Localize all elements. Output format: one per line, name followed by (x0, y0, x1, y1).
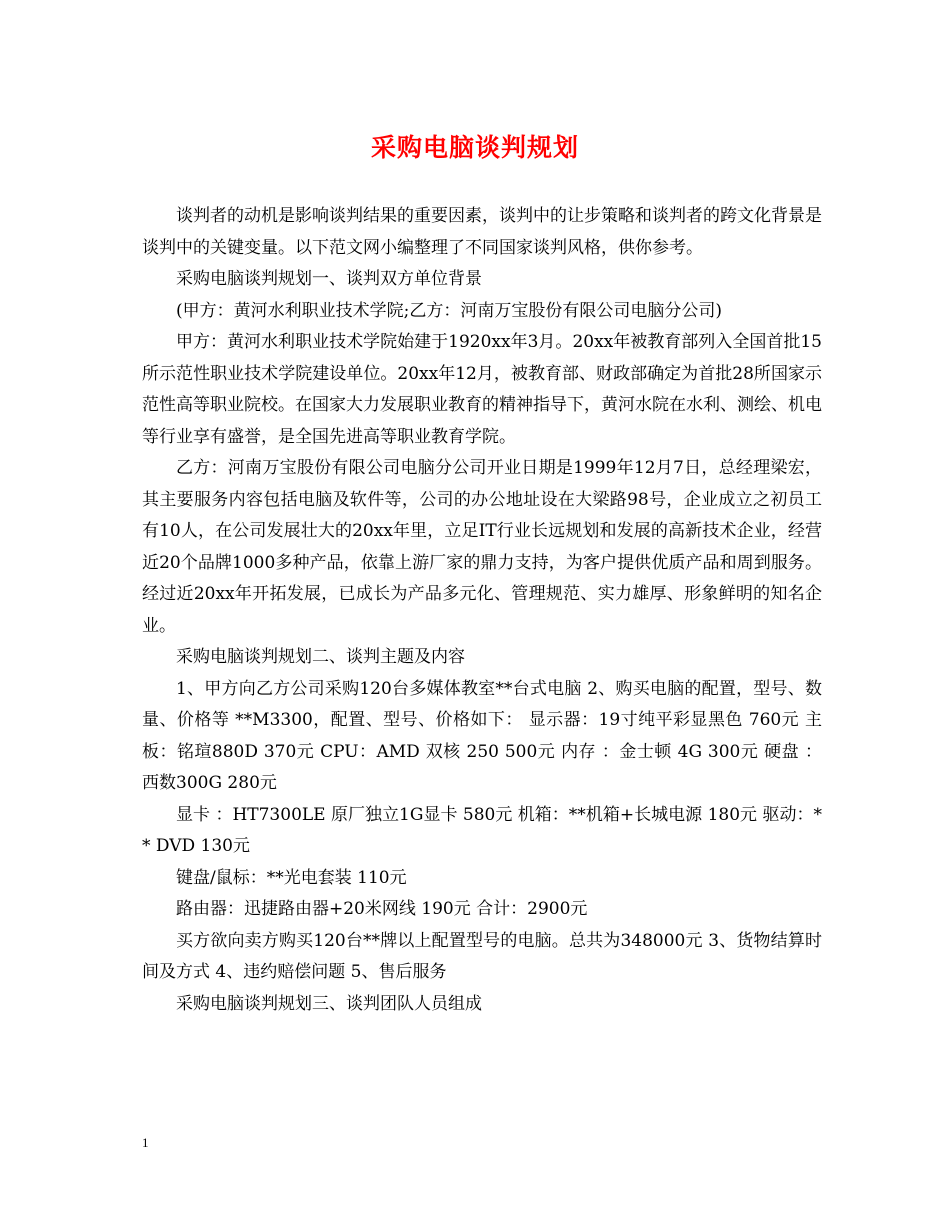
paragraph-party-b: 乙方：河南万宝股份有限公司电脑分公司开业日期是1999年12月7日，总经理梁宏，其主要服务内容包括电脑及软件等，公司的办公地址设在大梁路98号，企业成立之初员工有10人，在公司发展壮大的20xx年里，立足IT行业长远规划和发展的高新技术企业，经营近20个品牌1000多种产品，依靠上游厂家的鼎力支持，为客户提供优质产品和周到服务。经过近20xx年开拓发展，已成长为产品多元化、管理规范、实力雄厚、形象鲜明的知名企业。 (142, 458, 822, 636)
paragraph-section-three-heading: 采购电脑谈判规划三、谈判团队人员组成 (176, 993, 482, 1014)
document-body (142, 201, 822, 1020)
page-number: 1 (142, 1135, 149, 1150)
document-title: 采购电脑谈判规划 (370, 133, 579, 162)
paragraph-graphics-case: 显卡 ：HT7300LE 原厂独立1G显卡 580元 机箱：**机箱+长城电源 180元 驱动：** DVD 130元 (142, 804, 822, 856)
paragraph-section-two-heading: 采购电脑谈判规划二、谈判主题及内容 (176, 647, 465, 667)
paragraph-purchase-summary: 买方欲向卖方购买120台**牌以上配置型号的电脑。总共为348000元 3、货物结算时间及方式 4、违约赔偿问题 5、售后服务 (142, 930, 822, 982)
paragraph-keyboard-mouse: 键盘/鼠标：**光电套装 110元 (176, 867, 407, 888)
paragraph-purchase-config: 1、甲方向乙方公司采购120台多媒体教室**台式电脑 2、购买电脑的配置，型号、数量、价格等 **M3300，配置、型号、价格如下： 显示器：19寸纯平彩显黑色 760元 主 板：铭瑄880D 370元 CPU：AMD 双核 250 500元 内存 ：金士顿 4G 300元 硬盘 ：西数300G 280元 (142, 678, 822, 793)
paragraph-party-a: 甲方：黄河水利职业技术学院始建于1920xx年3月。20xx年被教育部列入全国首批15所示范性职业技术学院建设单位。20xx年12月，被教育部、财政部确定为首批28所国家示范性高等职业院校。在国家大力发展职业教育的精神指导下，黄河水院在水利、测绘、机电等行业享有盛誉，是全国先进高等职业教育学院。 (142, 332, 822, 447)
paragraph-section-one-heading: 采购电脑谈判规划一、谈判双方单位背景 (176, 269, 482, 289)
paragraph-parties: (甲方：黄河水利职业技术学院;乙方：河南万宝股份有限公司电脑分公司) (176, 300, 722, 321)
paragraph-router-total: 路由器：迅捷路由器+20米网线 190元 合计：2900元 (176, 899, 588, 919)
paragraph-intro: 谈判者的动机是影响谈判结果的重要因素，谈判中的让步策略和谈判者的跨文化背景是谈判中的关键变量。以下范文网小编整理了不同国家谈判风格，供你参考。 (142, 206, 822, 258)
